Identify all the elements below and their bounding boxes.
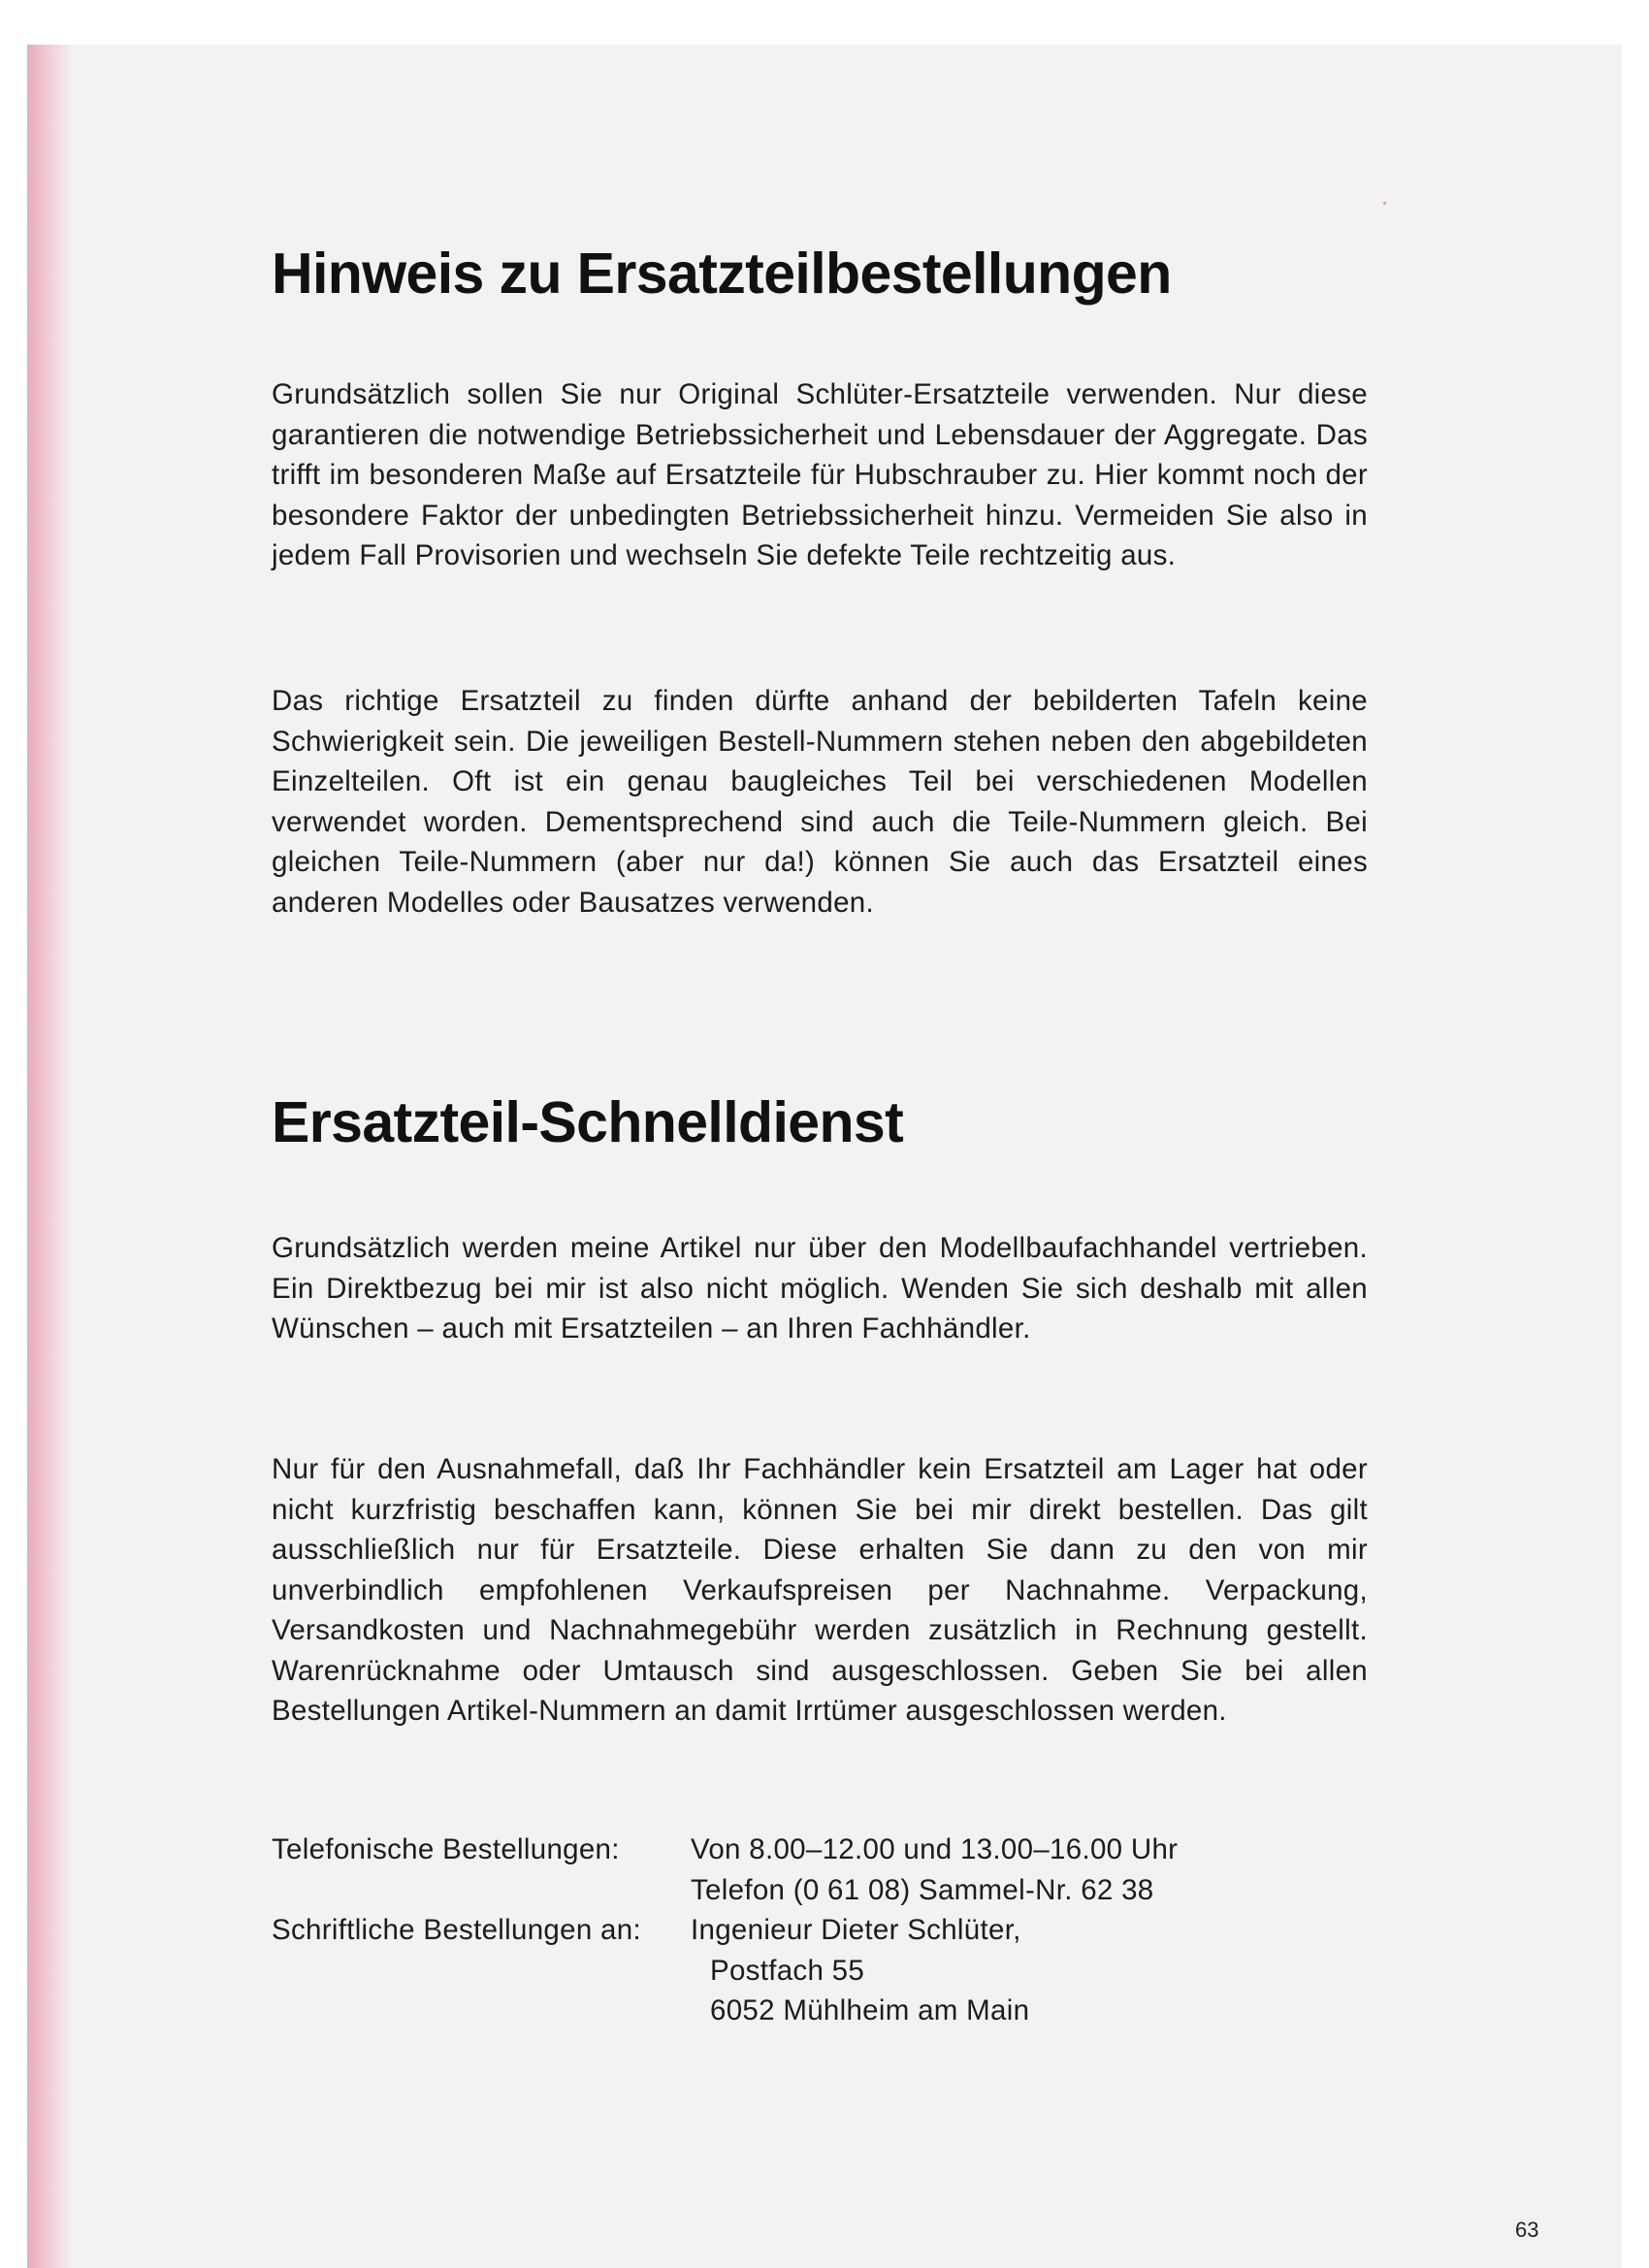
phone-order-hours: Von 8.00–12.00 und 13.00–16.00 Uhr [691, 1833, 1179, 1865]
paragraph-finding-parts: Das richtige Ersatzteil zu finden dürfte anhand der bebilderten Tafeln keine Schwierigkeit sein. Die jeweiligen Bestell-Nummern stehen neben den abgebildeten Einzelteilen. Oft ist ein genau baugleiches Teil bei verschiedenen Modellen verwendet worden. Dementsprechend sind auch die Teile-Nummern gleich. Bei gleichen Teile-Nummern (aber nur da!) können Sie auch das Ersatzteil eines anderen Modelles oder Bausatzes verwenden. [272, 685, 1368, 919]
phone-order-row [272, 1830, 1178, 1870]
mail-postbox-row [272, 1951, 1178, 1992]
paragraph-original-parts: Grundsätzlich sollen Sie nur Original Schlüter-Ersatzteile verwenden. Nur diese garantieren die notwendige Betriebssicherheit und Lebensdauer der Aggregate. Das trifft im besonderen Maße auf Ersatzteile für Hubschrauber zu. Hier kommt noch der besondere Faktor der unbedingten Betriebssicherheit hinzu. Vermeiden Sie also in jedem Fall Provisorien und wechseln Sie defekte Teile rechtzeitig aus. [272, 378, 1368, 571]
phone-number: Telefon (0 61 08) Sammel-Nr. 62 38 [691, 1873, 1154, 1906]
mail-recipient-name: Ingenieur Dieter Schlüter, [691, 1914, 1021, 1946]
scanned-page [27, 45, 1622, 2268]
mail-order-row [272, 1910, 1178, 1951]
binding-edge [27, 45, 72, 2268]
contact-block [272, 1830, 1178, 2031]
section-heading-spare-parts-orders: Hinweis zu Ersatzteilbestellungen [272, 242, 1172, 306]
paragraph-direct-order-exception: Nur für den Ausnahmefall, daß Ihr Fachhändler kein Ersatzteil am Lager hat oder nicht kurzfristig beschaffen kann, können Sie bei mir direkt bestellen. Das gilt ausschließlich nur für Ersatzteile. Diese erhalten Sie dann zu den von mir unverbindlich empfohlenen Verkaufspreisen per Nachnahme. Verpackung, Versandkosten und Nachnahmegebühr werden zusätzlich in Rechnung gestellt. Warenrücknahme oder Umtausch sind ausgeschlossen. Geben Sie bei allen Bestellungen Artikel-Nummern an damit Irrtümer ausgeschlossen werden. [272, 1453, 1368, 1727]
phone-order-label: Telefonische Bestellungen: [272, 1833, 620, 1865]
mail-city-row [272, 1991, 1178, 2031]
paragraph-dealer-distribution: Grundsätzlich werden meine Artikel nur über den Modellbaufachhandel vertrieben. Ein Direktbezug bei mir ist also nicht möglich. Wenden Sie sich deshalb mit allen Wünschen – auch mit Ersatzteilen – an Ihren Fachhändler. [272, 1232, 1368, 1345]
mail-order-label: Schriftliche Bestellungen an: [272, 1914, 641, 1946]
mail-city: 6052 Mühlheim am Main [710, 1994, 1030, 2026]
paper-speck [1383, 202, 1386, 205]
section-heading-express-service: Ersatzteil-Schnelldienst [272, 1090, 904, 1154]
phone-number-row [272, 1870, 1178, 1911]
mail-postbox: Postfach 55 [710, 1954, 865, 1987]
page-number: 63 [1515, 2218, 1539, 2242]
